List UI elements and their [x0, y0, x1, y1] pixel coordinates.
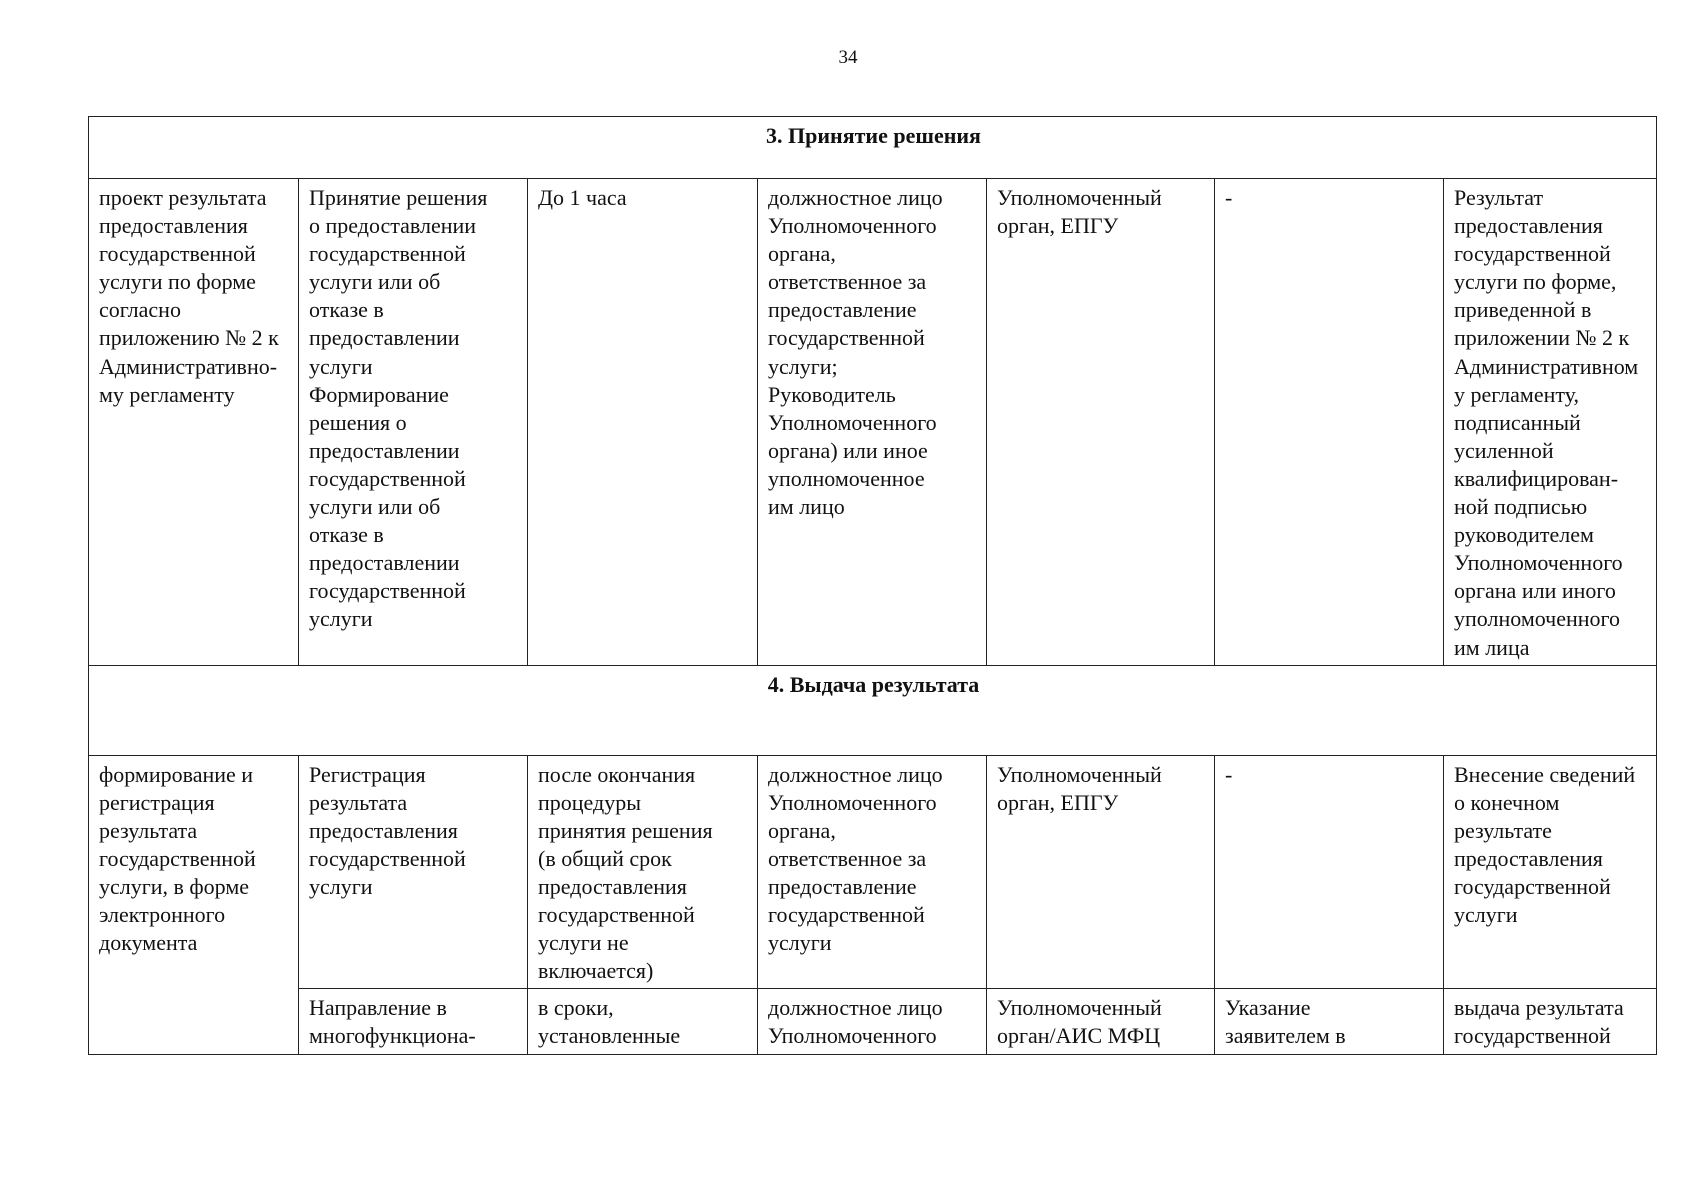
cell-text: Уполномоченный орган, ЕПГУ	[997, 761, 1162, 815]
table-cell-criteria	[1215, 179, 1444, 666]
table-cell-action	[299, 755, 528, 989]
cell-text: До 1 часа	[538, 185, 627, 210]
cell-text: проект результата предоставления государственной услуги по форме согласно приложению № 2 к Административно- му регламенту	[99, 185, 279, 407]
cell-text: должностное лицо Уполномоченного органа, ответственное за предоставление государственной услуги; Руководитель Уполномоченного органа) или иное уполномоченное им лицо	[768, 185, 943, 520]
page-number: 34	[838, 47, 858, 68]
table-cell-place	[987, 179, 1215, 666]
table-cell-result-of-action	[89, 179, 299, 666]
cell-text: выдача результата государственной	[1454, 995, 1624, 1049]
table-row	[89, 989, 1657, 1054]
cell-text: Указание заявителем в	[1225, 995, 1346, 1049]
section-title: 4. Выдача результата	[89, 665, 1657, 755]
table-cell-outcome	[1444, 989, 1657, 1054]
section-title: 3. Принятие решения	[89, 117, 1657, 179]
cell-text: Внесение сведений о конечном результате предоставления государственной услуги	[1454, 761, 1636, 928]
table-row	[89, 179, 1657, 666]
table-cell-deadline	[528, 179, 758, 666]
table-cell-responsible	[758, 179, 987, 666]
table-cell-deadline	[528, 755, 758, 989]
table-cell-responsible	[758, 989, 987, 1054]
table-cell-outcome	[1444, 179, 1657, 666]
table-cell-place	[987, 755, 1215, 989]
procedure-table	[88, 116, 1657, 1055]
table-cell-result-of-action	[89, 755, 299, 1054]
cell-text: в сроки, установленные	[538, 995, 681, 1049]
table-row	[89, 755, 1657, 989]
cell-text: должностное лицо Уполномоченного органа, ответственное за предоставление государственной услуги	[768, 761, 943, 956]
table-cell-outcome	[1444, 755, 1657, 989]
cell-text: Уполномоченный орган/АИС МФЦ	[997, 995, 1162, 1049]
cell-text: Направление в многофункциона-	[309, 995, 476, 1049]
table-cell-action	[299, 989, 528, 1054]
table-cell-criteria	[1215, 989, 1444, 1054]
table-cell-action	[299, 179, 528, 666]
cell-text: после окончания процедуры принятия решения (в общий срок предоставления государственной услуги не включается)	[538, 761, 713, 984]
cell-text: Принятие решения о предоставлении государственной услуги или об отказе в предоставлении услуги Формирование решения о предоставлении государственной услуги или об отказе в предоставлении государственной услуги	[309, 185, 488, 632]
table-cell-criteria	[1215, 755, 1444, 989]
cell-text: Регистрация результата предоставления государственной услуги	[309, 761, 466, 899]
cell-text: должностное лицо Уполномоченного	[768, 995, 943, 1049]
section-header-row	[89, 117, 1657, 179]
cell-text: Результат предоставления государственной услуги по форме, приведенной в приложении № 2 к Административном у регламенту, подписанный усиленной квалифицирован- ной подписью руководителем Уполномоченного органа или иного уполномоченного им лица	[1454, 185, 1639, 660]
cell-text: формирование и регистрация результата государственной услуги, в форме электронного документа	[99, 761, 256, 956]
section-header-row	[89, 665, 1657, 755]
cell-text: -	[1225, 185, 1233, 210]
cell-text: Уполномоченный орган, ЕПГУ	[997, 185, 1162, 239]
table-cell-responsible	[758, 755, 987, 989]
table-cell-deadline	[528, 989, 758, 1054]
table-cell-place	[987, 989, 1215, 1054]
cell-text: -	[1225, 761, 1233, 787]
